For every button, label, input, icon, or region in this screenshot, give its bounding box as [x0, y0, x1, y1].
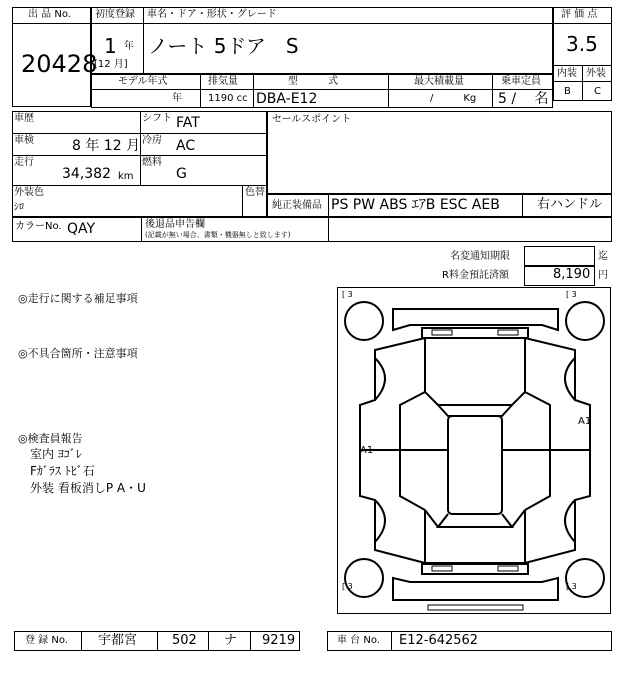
capacity-label: 乗車定員 — [501, 76, 541, 87]
equipment-label: 純正装備品 — [272, 200, 322, 211]
reg-number: 9219 — [262, 633, 296, 648]
chassis-label: 車 台 No. — [337, 635, 380, 646]
reg-kana: ナ — [224, 633, 238, 648]
chassis-no: E12-642562 — [399, 633, 479, 648]
damage-mark-right: A1 — [578, 416, 592, 427]
max-load-value: / Kg — [430, 93, 477, 104]
recycle-label: R料金預託済額 — [442, 270, 509, 281]
reg-class: 502 — [172, 633, 197, 648]
inspector-report-label: ◎検査員報告 — [18, 432, 83, 445]
exterior-color-value: ｼﾛ — [14, 202, 24, 213]
sales-point-label: セールスポイント — [272, 114, 352, 125]
shift-value: FAT — [176, 115, 200, 131]
lot-no-label: 出 品 No. — [28, 9, 71, 20]
inspector-line-1: 室内 ﾖｺﾞﾚ — [30, 447, 82, 461]
year-unit: 年 — [124, 41, 134, 52]
aftermarket-label: 後退品申告欄 — [145, 219, 205, 230]
fuel-value: G — [176, 166, 187, 182]
exterior-label: 外装 — [586, 68, 606, 79]
name-change-label: 名変通知期限 — [450, 251, 510, 262]
defect-remarks-label: ◎不具合箇所・注意事項 — [18, 347, 138, 360]
tire-tl-label: [ 3 — [342, 290, 353, 299]
first-reg-month: [12 月] — [94, 59, 128, 70]
damage-mark-left: A1 — [360, 445, 374, 456]
displacement-value: 1190 cc — [208, 93, 248, 104]
capacity-value: 5 / 名 — [498, 91, 549, 107]
inspector-line-2: Fｶﾞﾗｽ ﾄﾋﾞ石 — [30, 464, 95, 478]
recycle-unit: 円 — [598, 270, 608, 281]
handle-value: 右ハンドル — [537, 197, 603, 212]
mileage-value: 34,382 — [62, 166, 111, 182]
cooler-value: AC — [176, 138, 196, 154]
lot-no: 20428 — [21, 50, 98, 78]
inspector-line-3: 外装 看板消しP A・U — [30, 481, 146, 495]
reg-area: 宇都宮 — [98, 633, 138, 648]
aftermarket-note: (記載が無い場合、書類・機器無しと致します) — [145, 231, 291, 239]
interior-label: 内装 — [557, 68, 577, 79]
recolor-label: 色替 — [245, 187, 265, 198]
fuel-label: 燃料 — [142, 157, 162, 168]
first-reg-label: 初度登録 — [95, 9, 135, 20]
shift-label: シフト — [142, 113, 172, 124]
score-value: 3.5 — [566, 32, 598, 56]
vehicle-label: 車名・ドア・形状・グレード — [147, 9, 277, 20]
mileage-unit: km — [118, 171, 134, 182]
history-label: 車歴 — [14, 113, 34, 124]
exterior-color-label: 外装色 — [14, 187, 44, 198]
vehicle-name: ノート 5ドア S — [148, 34, 299, 58]
tire-tr-label: [ 3 — [566, 290, 577, 299]
max-load-label: 最大積載量 — [414, 76, 464, 87]
exterior-grade: C — [594, 86, 601, 97]
mileage-label: 走行 — [14, 157, 34, 168]
score-label: 評 価 点 — [561, 9, 598, 20]
name-change-unit: 迄 — [598, 251, 608, 262]
model-year-unit: 年 — [172, 93, 182, 104]
interior-grade: B — [564, 86, 571, 97]
first-reg-year: 1 — [104, 34, 117, 58]
displacement-label: 排気量 — [208, 76, 238, 87]
tire-bl-label: [ 3 — [342, 582, 353, 591]
type-value: DBA-E12 — [256, 91, 318, 107]
equipment-value: PS PW ABS ｴｱB ESC AEB — [331, 197, 500, 213]
tire-br-label: [ 3 — [566, 582, 577, 591]
shaken-label: 車検 — [14, 135, 34, 146]
shaken-value: 8 年 12 月 — [72, 138, 141, 154]
model-year-label: モデル年式 — [118, 76, 168, 87]
color-no-value: QAY — [67, 221, 96, 237]
reg-label: 登 録 No. — [25, 635, 68, 646]
driving-remarks-label: ◎走行に関する補足事項 — [18, 292, 138, 305]
cooler-label: 冷房 — [142, 135, 162, 146]
type-label: 型 式 — [288, 76, 338, 87]
recycle-amount: 8,190 — [553, 267, 591, 282]
color-no-label: カラーNo. — [15, 221, 62, 232]
